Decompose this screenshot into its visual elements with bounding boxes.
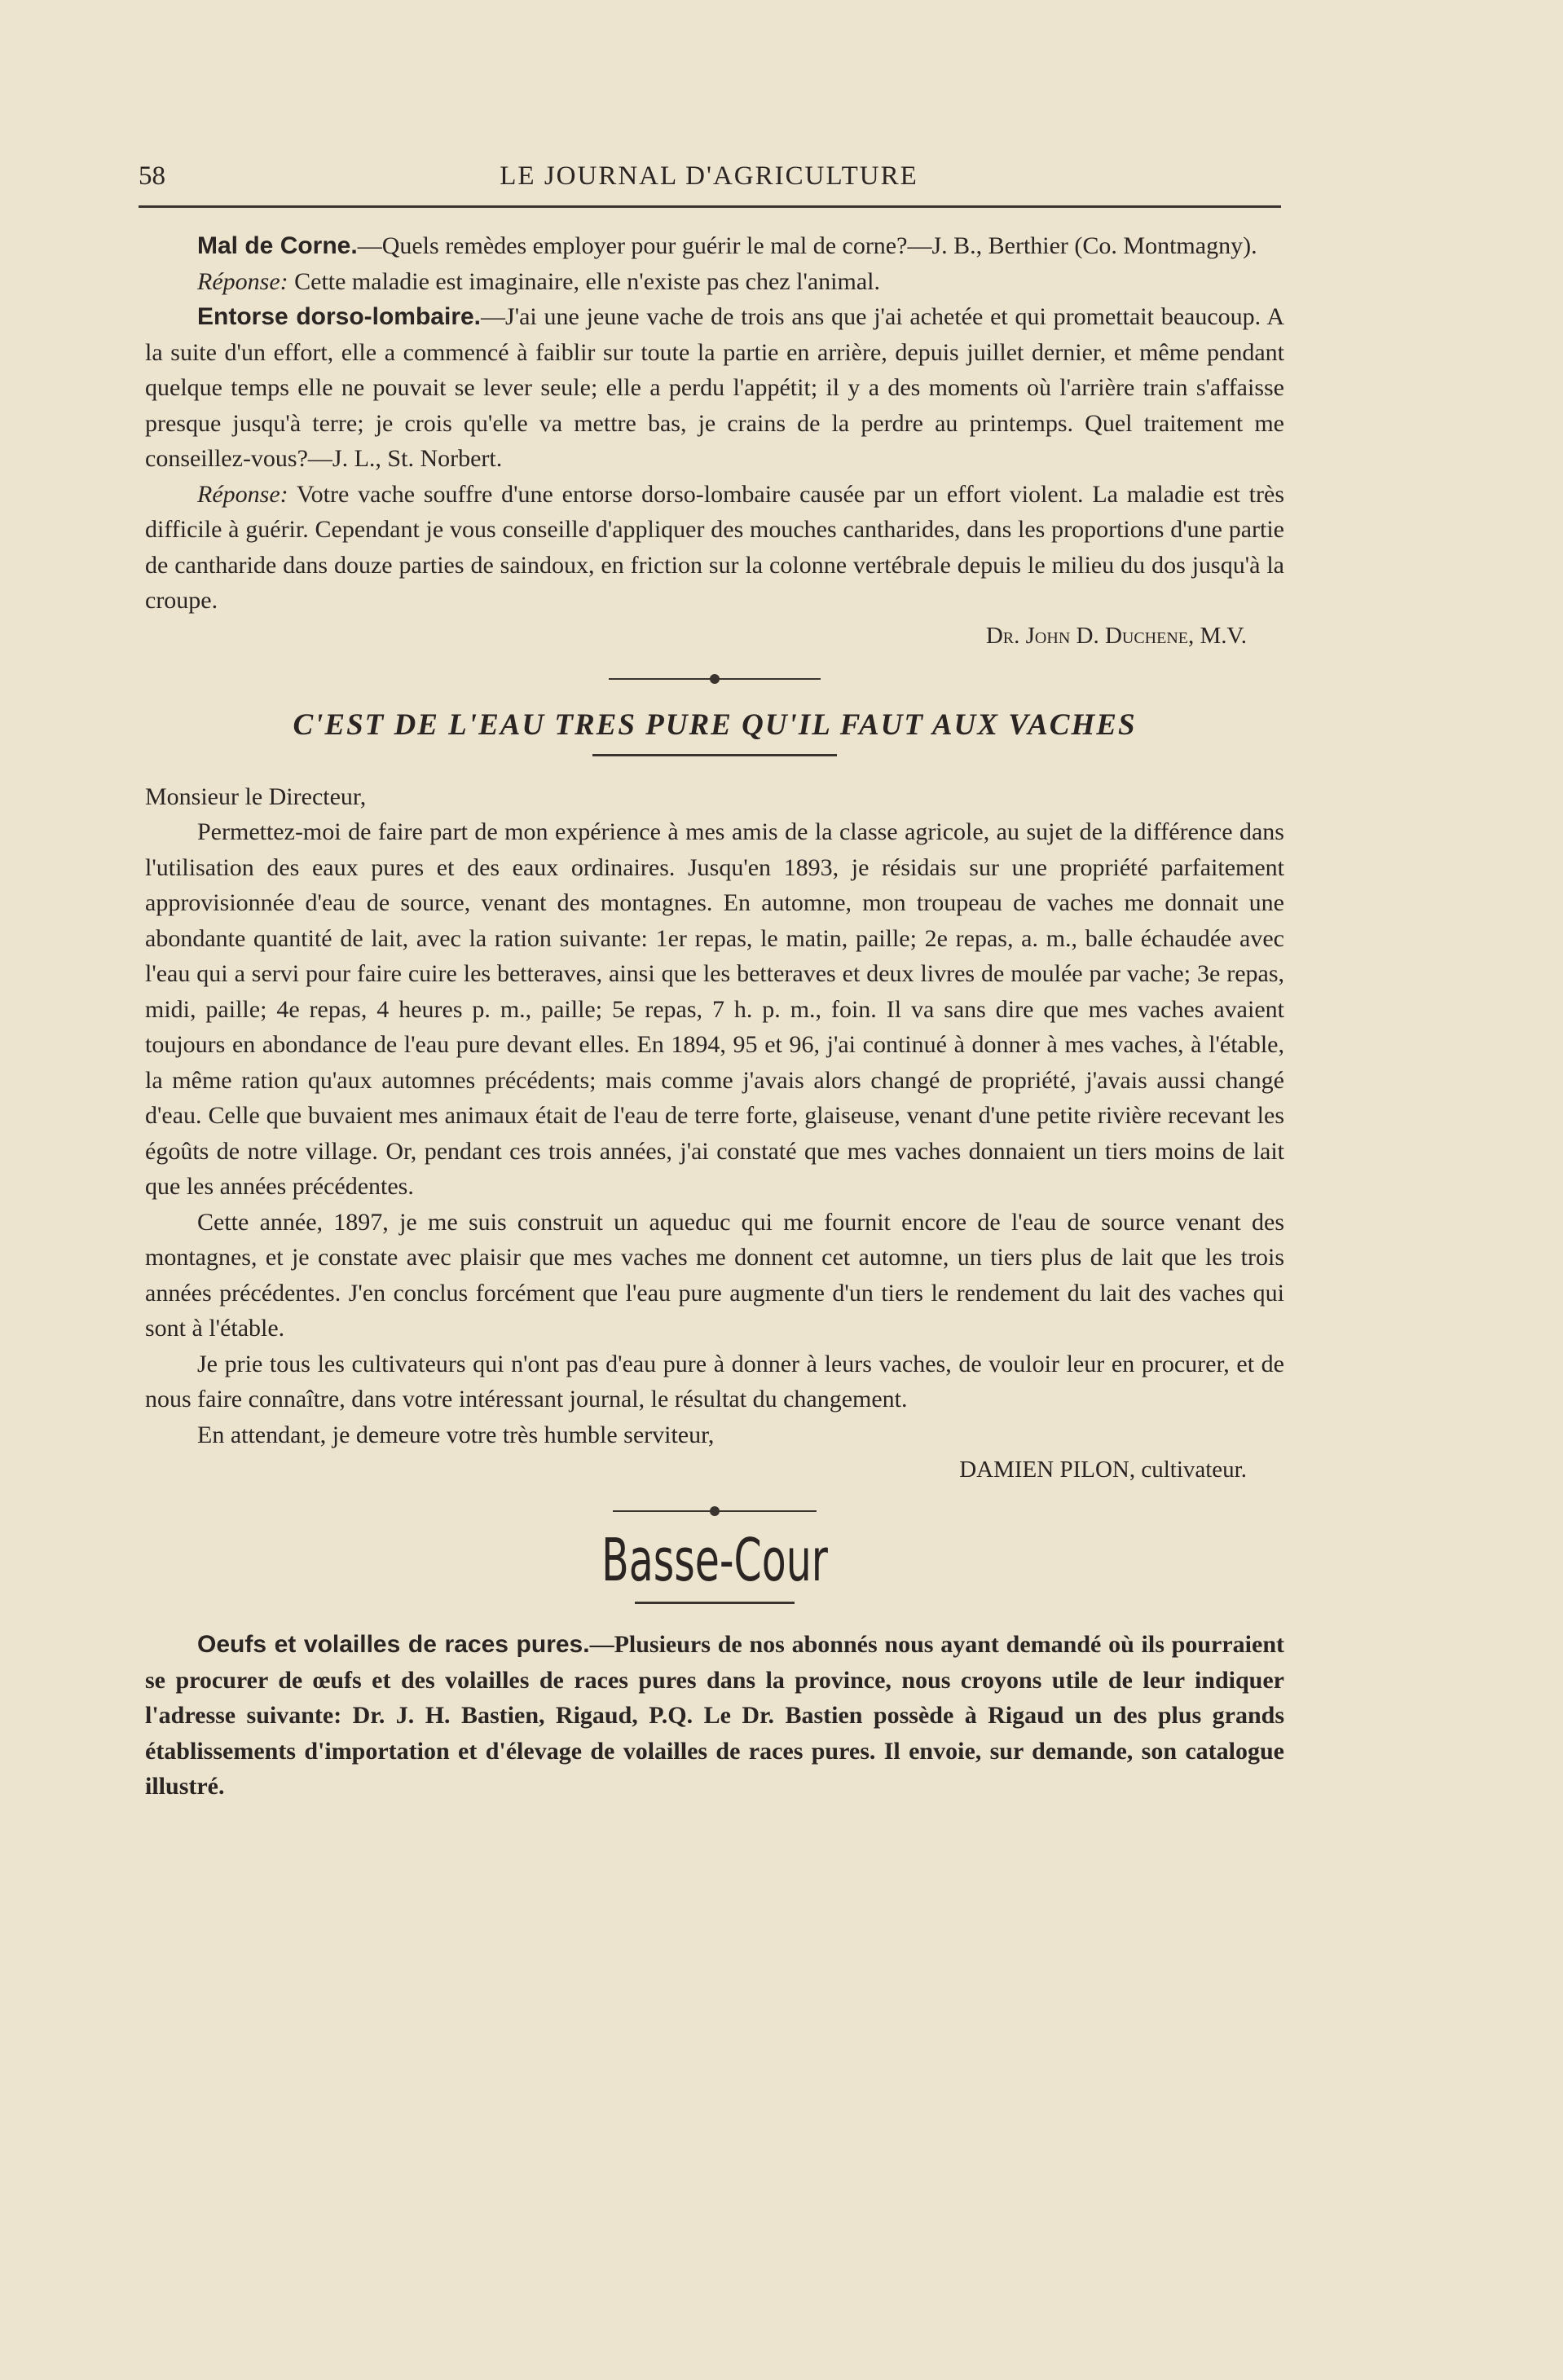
section-title: Basse-Cour: [601, 1526, 828, 1594]
header-rule: [139, 205, 1281, 208]
author-signature: DAMIEN PILON, cultivateur.: [959, 1457, 1247, 1483]
running-head: [139, 161, 1279, 201]
section-lead: Oeufs et volailles de races pures.: [197, 1631, 590, 1658]
reponse-label: Réponse:: [197, 267, 288, 295]
page-number: 58: [139, 161, 165, 191]
question-text: —Quels remèdes employer pour guérir le mal de corne?—J. B., Berthier (Co. Montmagny).: [357, 232, 1257, 259]
question-mal-de-corne: [145, 228, 1284, 264]
article-paragraph: Permettez-moi de faire part de mon expérience à mes amis de la classe agricole, au sujet de la différence dans l'utilisation des eaux pures et des eaux ordinaires. Jusqu'en 1893, je résidais sur une propriété parfaitement approvisionnée d'eau de source, venant des montagnes. En automne, mon troupeau de vaches me donnait une abondante quantité de lait, avec la ration suivante: 1er repas, le matin, paille; 2e repas, a. m., balle échaudée avec l'eau qui a servi pour faire cuire les betteraves, ainsi que les betteraves et deux livres de moulée par vache; 3e repas, midi, paille; 4e repas, 4 heures p. m., paille; 5e repas, 7 h. p. m., foin. Il va sans dire que mes vaches avaient toujours en abondance de l'eau pure devant elles. En 1894, 95 et 96, j'ai continué à donner à mes vaches, à l'étable, la même ration qu'aux automnes précédents; mais comme j'avais alors changé de propriété, j'avais aussi changé d'eau. Celle que buvaient mes animaux était de l'eau de terre forte, glaiseuse, venant d'une petite rivière recevant les égoûts de notre village. Or, pendant ces trois années, j'ai constaté que mes vaches donnaient un tiers moins de lait que les années précédentes.: [145, 818, 1284, 1200]
divider-dot: [710, 674, 720, 684]
article-paragraph: En attendant, je demeure votre très humble serviteur,: [197, 1421, 715, 1448]
reponse-entorse: [145, 477, 1284, 619]
divider-dot: [710, 1506, 720, 1516]
question-entorse: [145, 299, 1284, 477]
page-content: [145, 228, 1284, 1805]
article-title: C'EST DE L'EAU TRES PURE QU'IL FAUT AUX VACHES: [293, 707, 1137, 742]
reponse-mal-de-corne: [145, 264, 1284, 300]
article-paragraph: Cette année, 1897, je me suis construit un aqueduc qui me fournit encore de l'eau de source venant des montagnes, et je constate avec plaisir que mes vaches me donnent cet automne, un tiers plus de lait que les trois années précédentes. J'en conclus forcément que l'eau pure augmente d'un tiers le rendement du lait des vaches qui sont à l'étable.: [145, 1208, 1284, 1342]
veterinarian-signature: Dr. John D. Duchene, M.V.: [985, 622, 1247, 649]
reponse-label: Réponse:: [197, 480, 288, 508]
section-paragraph: [145, 1627, 1284, 1805]
salutation: Monsieur le Directeur,: [145, 782, 367, 810]
title-rule: [592, 754, 837, 756]
question-heading: Entorse dorso-lombaire.: [197, 303, 482, 330]
question-text: —J'ai une jeune vache de trois ans que j'ai achetée et qui promettait beaucoup. A la suite d'un effort, elle a commencé à faiblir sur toute la partie en arrière, depuis juillet dernier, et même pendant quelque temps elle ne pouvait se lever seule; elle a perdu l'appétit; il y a des moments où l'arrière train s'affaisse presque jusqu'à terre; je crois qu'elle va mettre bas, je crains de la perdre au printemps. Quel traitement me conseillez-vous?—J. L., St. Norbert.: [145, 303, 1284, 472]
reponse-text: Votre vache souffre d'une entorse dorso-lombaire causée par un effort violent. La maladie est très difficile à guérir. Cependant je vous conseille d'appliquer des mouches cantharides, dans les proportions d'une partie de cantharide dans douze parties de saindoux, en friction sur la colonne vertébrale depuis le milieu du dos jusqu'à la croupe.: [145, 480, 1284, 614]
reponse-text: Cette maladie est imaginaire, elle n'existe pas chez l'animal.: [288, 267, 880, 295]
question-heading: Mal de Corne.: [197, 232, 358, 259]
journal-title: LE JOURNAL D'AGRICULTURE: [500, 161, 918, 191]
section-text: —Plusieurs de nos abonnés nous ayant demandé où ils pourraient se procurer de œufs et des volailles de races pures dans la province, nous croyons utile de leur indiquer l'adresse suivante: Dr. J. H. Bastien, Rigaud, P.Q. Le Dr. Bastien possède à Rigaud un des plus grands établissements d'importation et d'élevage de volailles de races pures. Il envoie, sur demande, son catalogue illustré.: [145, 1631, 1284, 1800]
divider-ornament: [613, 1499, 817, 1523]
section-rule: [635, 1602, 795, 1604]
divider-ornament: [609, 667, 821, 691]
article-paragraph: Je prie tous les cultivateurs qui n'ont pas d'eau pure à donner à leurs vaches, de vouloir leur en procurer, et de nous faire connaître, dans votre intéressant journal, le résultat du changement.: [145, 1350, 1284, 1413]
